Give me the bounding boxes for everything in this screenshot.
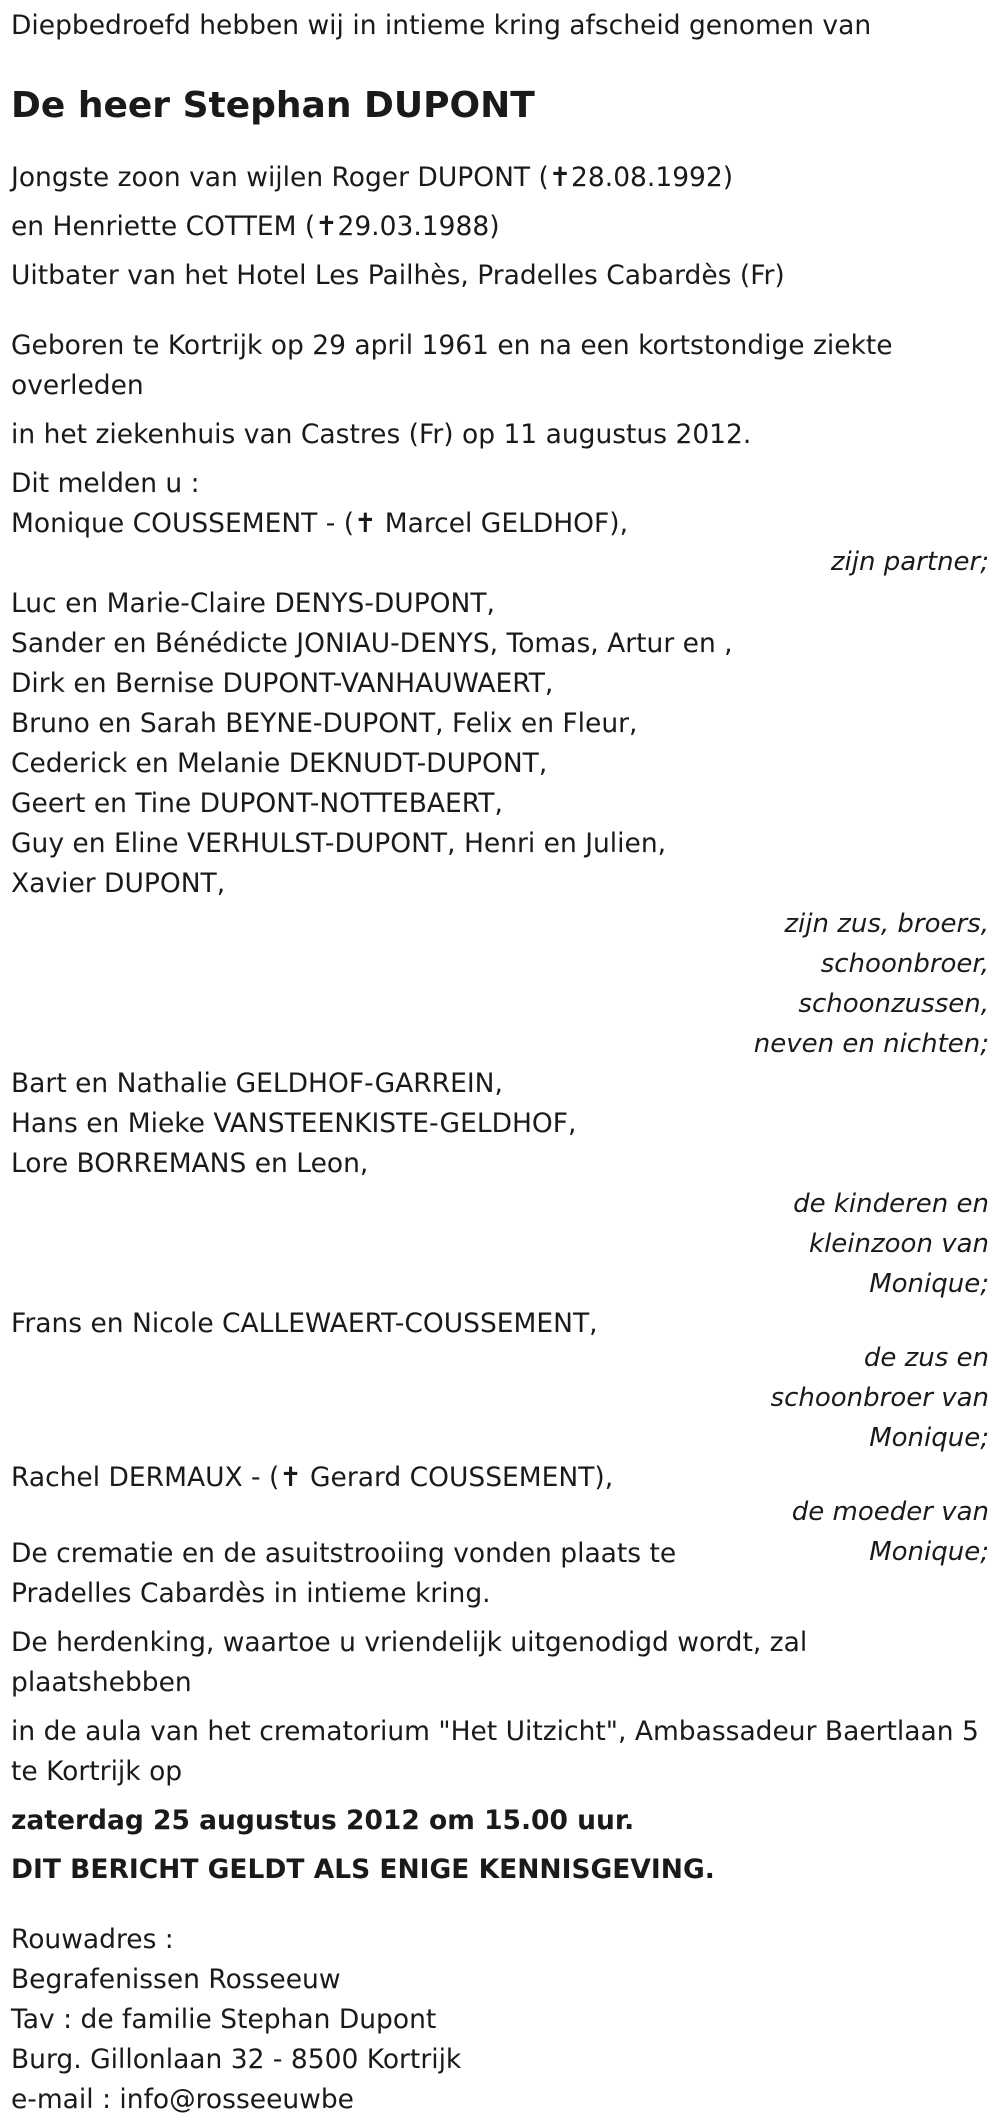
parents-line: Jongste zoon van wijlen Roger DUPONT (✝28.08.1992) xyxy=(11,162,734,193)
family-member-line: Luc en Marie-Claire DENYS-DUPONT, xyxy=(11,588,495,619)
parents-line: en Henriette COTTEM (✝29.03.1988) xyxy=(11,211,500,242)
address-block xyxy=(11,1920,989,2120)
address-line: Begrafenissen Rosseeuw xyxy=(11,1964,341,1995)
family-member-line: Sander en Bénédicte JONIAU-DENYS, Tomas, Artur en , xyxy=(11,628,733,659)
cremation-line: Pradelles Cabardès in intieme kring. xyxy=(11,1578,491,1609)
relationship-line: schoonbroer, xyxy=(820,949,989,979)
relationship-line: Monique; xyxy=(869,1537,989,1567)
cremation-line: De crematie en de asuitstrooiing vonden plaats te xyxy=(11,1538,677,1569)
family-member-line: Dirk en Bernise DUPONT-VANHAUWAERT, xyxy=(11,668,554,699)
relationship-line: zijn zus, broers, xyxy=(784,909,989,939)
family-member-line: Hans en Mieke VANSTEENKISTE-GELDHOF, xyxy=(11,1108,577,1139)
family-member-line: Guy en Eline VERHULST-DUPONT, Henri en Julien, xyxy=(11,828,667,859)
announce-intro: Dit melden u : xyxy=(11,468,200,499)
address-line: e-mail : info@rosseeuwbe xyxy=(11,2084,354,2115)
family-member-line: Bruno en Sarah BEYNE-DUPONT, Felix en Fleur, xyxy=(11,708,638,739)
family-member-line: Monique COUSSEMENT - (✝ Marcel GELDHOF), xyxy=(11,508,629,539)
relationship-label xyxy=(11,1184,989,1304)
family-member-line: Bart en Nathalie GELDHOF-GARREIN, xyxy=(11,1068,503,1099)
family-group xyxy=(11,504,989,582)
address-line: Rouwadres : xyxy=(11,1924,174,1955)
relationship-label xyxy=(11,904,989,1064)
address-line: Tav : de familie Stephan Dupont xyxy=(11,2004,437,2035)
relationship-line: neven en nichten; xyxy=(753,1029,989,1059)
family-member-line: Lore BORREMANS en Leon, xyxy=(11,1148,369,1179)
deceased-name: De heer Stephan DUPONT xyxy=(11,85,535,126)
memorial-place-text: in de aula van het crematorium "Het Uitzicht", Ambassadeur Baertlaan 5 te Kortrijk op xyxy=(11,1716,979,1787)
relationship-line: de kinderen en xyxy=(793,1189,989,1219)
family-member-line: Rachel DERMAUX - (✝ Gerard COUSSEMENT), xyxy=(11,1462,614,1493)
death-place-text: in het ziekenhuis van Castres (Fr) op 11 augustus 2012. xyxy=(11,419,752,450)
family-member-line: Xavier DUPONT, xyxy=(11,868,226,899)
occupation-line: Uitbater van het Hotel Les Pailhès, Pradelles Cabardès (Fr) xyxy=(11,260,785,291)
relationship-line: Monique; xyxy=(869,1269,989,1299)
relationship-label xyxy=(11,542,989,582)
family-member-line: Geert en Tine DUPONT-NOTTEBAERT, xyxy=(11,788,503,819)
intro-text: Diepbedroefd hebben wij in intieme kring afscheid genomen van xyxy=(11,10,872,41)
memorial-date: zaterdag 25 augustus 2012 om 15.00 uur. xyxy=(11,1805,635,1836)
relationship-line: schoonbroer van xyxy=(770,1383,989,1413)
birth-text: Geboren te Kortrijk op 29 april 1961 en na een kortstondige ziekte overleden xyxy=(11,330,893,401)
parents-block xyxy=(11,158,989,296)
memorial-text: De herdenking, waartoe u vriendelijk uitgenodigd wordt, zal plaatshebben xyxy=(11,1627,808,1698)
family-group xyxy=(11,1064,989,1304)
relationship-line: zijn partner; xyxy=(830,547,989,577)
relationship-line: kleinzoon van xyxy=(809,1229,989,1259)
family-member-line: Cederick en Melanie DEKNUDT-DUPONT, xyxy=(11,748,548,779)
address-line: Burg. Gillonlaan 32 - 8500 Kortrijk xyxy=(11,2044,462,2075)
relationship-line: de zus en xyxy=(863,1343,989,1373)
relationship-line: Monique; xyxy=(869,1423,989,1453)
relationship-line: de moeder van xyxy=(791,1497,989,1527)
family-group xyxy=(11,1458,989,1572)
family-member-line: Frans en Nicole CALLEWAERT-COUSSEMENT, xyxy=(11,1308,598,1339)
relationship-line: schoonzussen, xyxy=(798,989,989,1019)
family-group xyxy=(11,1304,989,1458)
family-group xyxy=(11,584,989,1064)
relationship-label xyxy=(11,1492,989,1572)
notice-text: DIT BERICHT GELDT ALS ENIGE KENNISGEVING. xyxy=(11,1854,715,1885)
relationship-label xyxy=(11,1338,989,1458)
